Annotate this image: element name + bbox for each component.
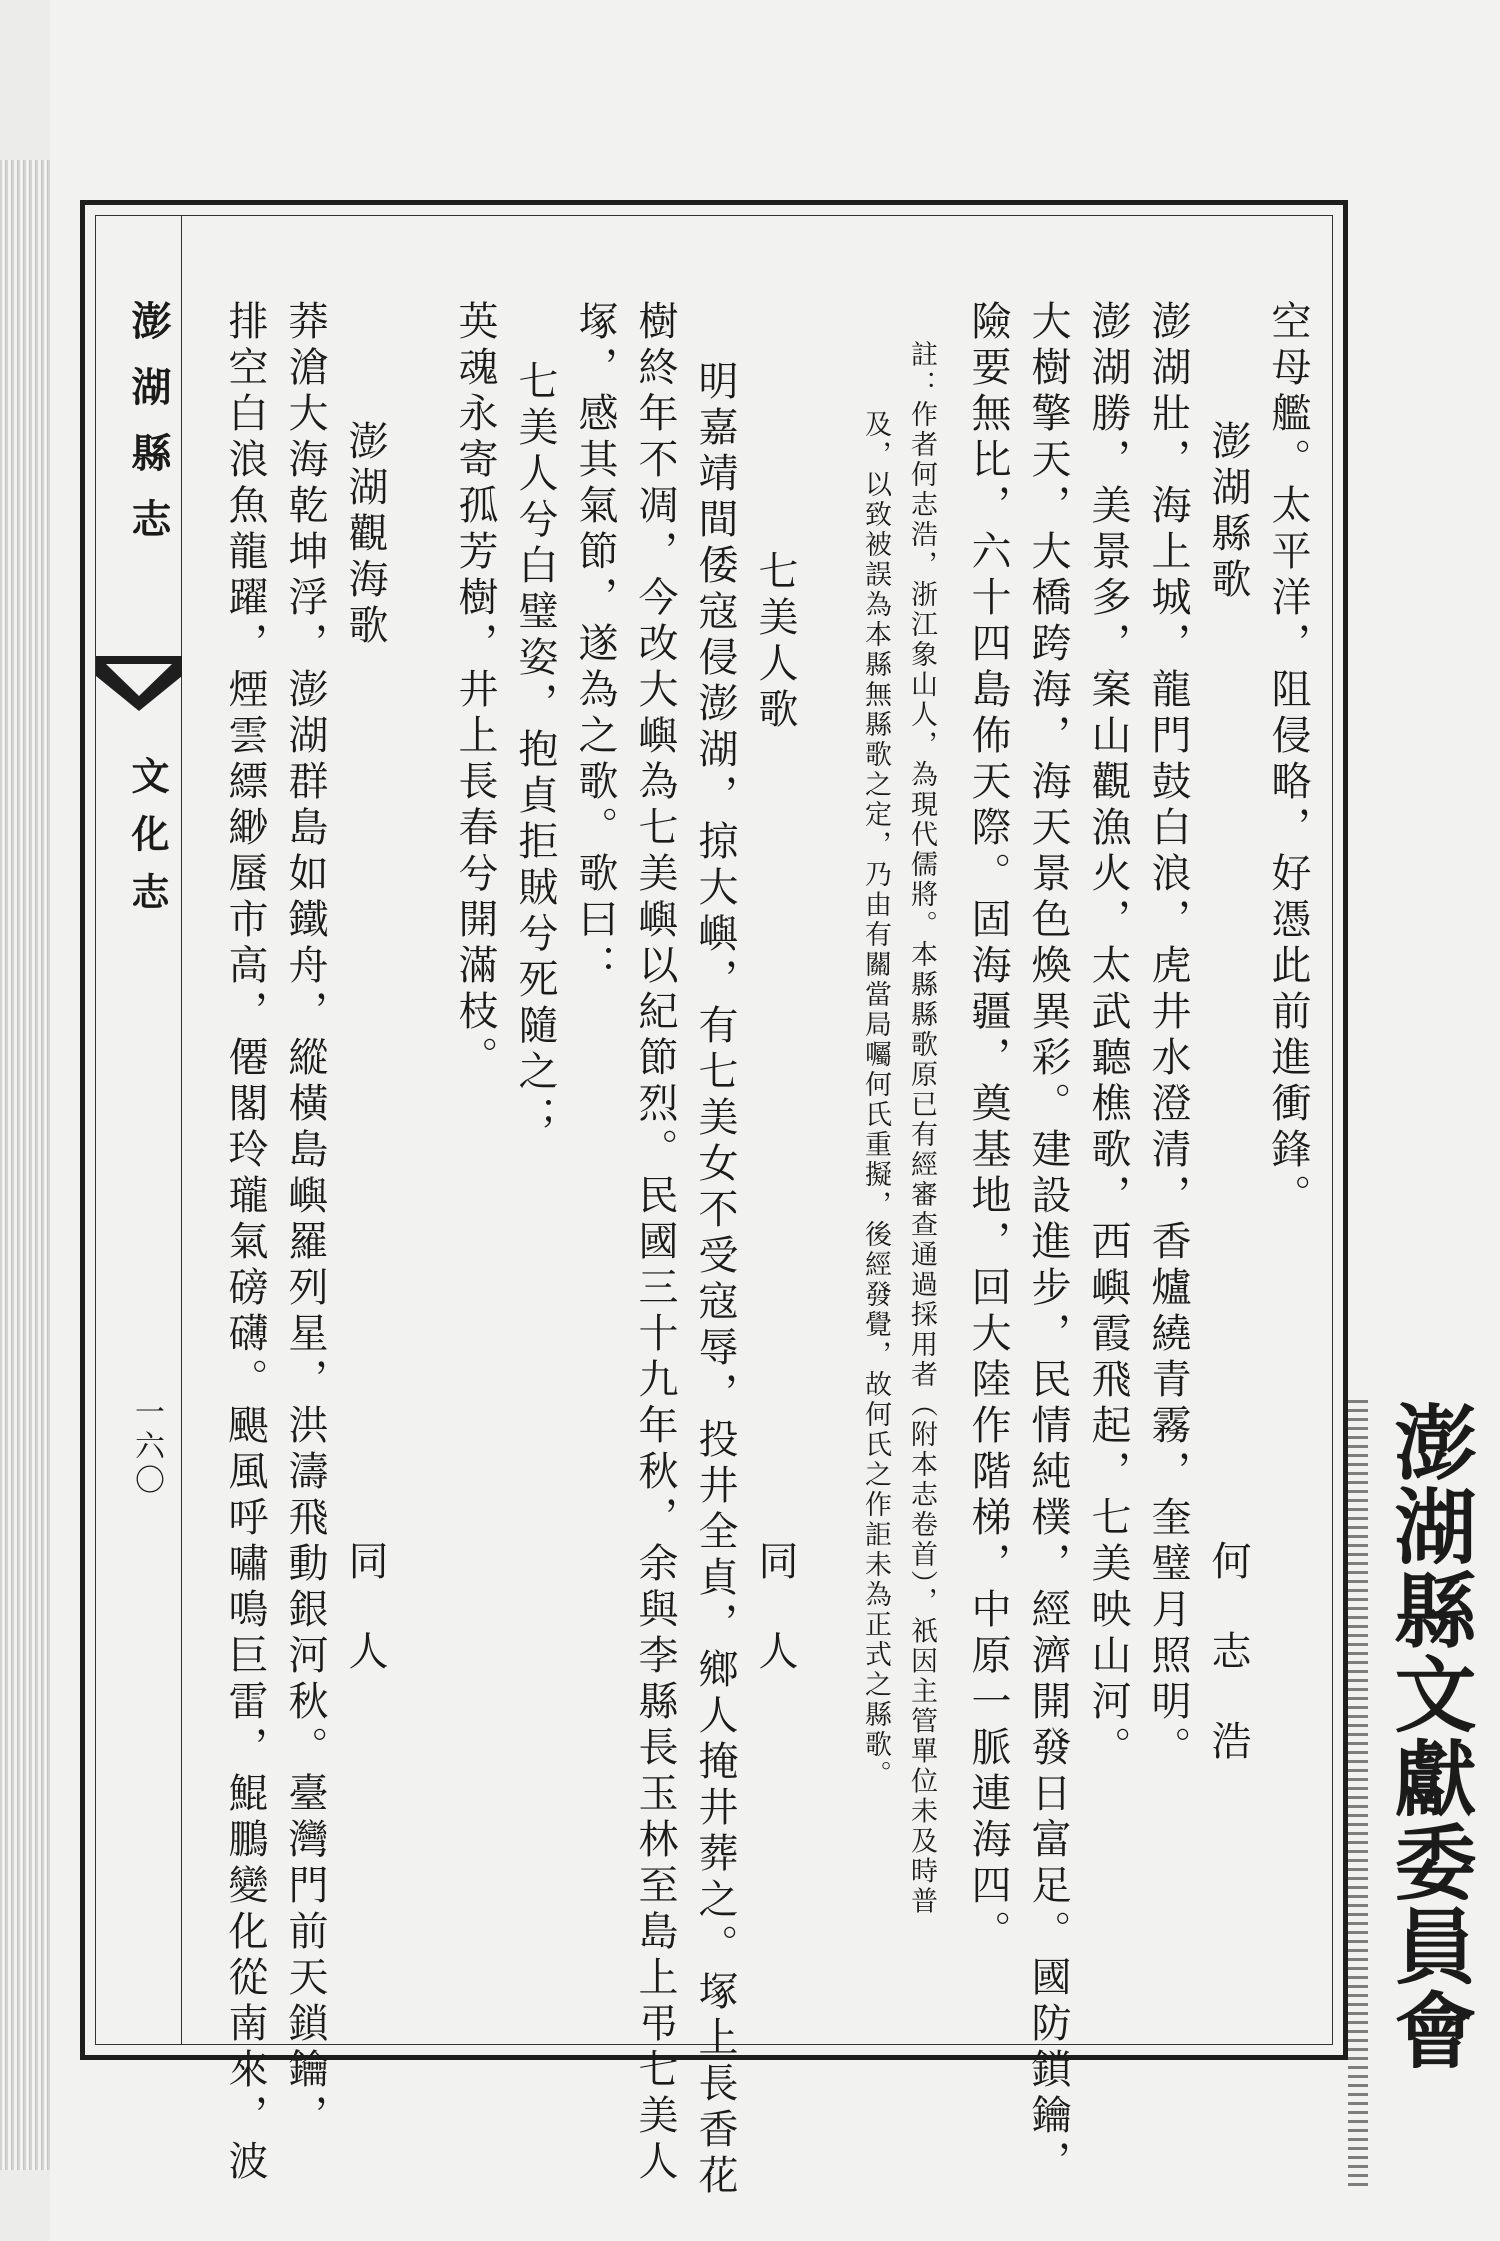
chapter-title: 文化志 bbox=[125, 756, 170, 930]
song1-note: 註：作者何志浩，浙江象山人，為現代儒將。本縣縣歌原已有經審查通過採用者（附本志卷首），祇因主管單位未及時普 bbox=[906, 340, 937, 1917]
body-line-continuation: 空母艦。太平洋，阻侵略，好憑此前進衝鋒。 bbox=[1265, 300, 1311, 1220]
song3-line: 排空白浪魚龍躍，煙雲縹緲蜃市高，僊閣玲瓏氣磅礴。颶風呼嘯鳴巨雷，鯤鵬變化從南來，波 bbox=[222, 300, 268, 2186]
song2-line: 七美人兮白璧姿，抱貞拒賊兮死隨之； bbox=[512, 360, 558, 1142]
song3-title: 澎湖觀海歌 bbox=[342, 420, 388, 650]
page-number: 一六〇 bbox=[129, 1396, 164, 1498]
song3-line: 莽滄大海乾坤浮，澎湖群島如鐵舟，縱橫島嶼羅列星，洪濤飛動銀河秋。臺灣門前天鎖鑰， bbox=[282, 300, 328, 2140]
song1-note: 及，以致被誤為本縣無縣歌之定，乃由有關當局囑何氏重擬，後經發覺，故何氏之作詎未為正式之縣歌。 bbox=[860, 410, 891, 1790]
song1-line: 澎湖勝，美景多，案山觀漁火，太武聽樵歌，西嶼霞飛起，七美映山河。 bbox=[1085, 300, 1131, 1772]
song2-title: 七美人歌 bbox=[752, 550, 798, 734]
song1-line: 大樹擎天，大橋跨海，海天景色煥異彩。建設進步，民情純樸，經濟開發日富足。國防鎖鑰， bbox=[1025, 300, 1071, 2186]
song2-line: 塚，感其氣節，遂為之歌。歌曰： bbox=[572, 300, 618, 990]
song1-line: 澎湖壯，海上城，龍門鼓白浪，虎井水澄清，香爐繞青霧，奎璧月照明。 bbox=[1145, 300, 1191, 1772]
publisher-name: 澎湖縣文獻委員會 bbox=[1381, 1400, 1476, 2072]
song1-line: 險要無比，六十四島佈天際。固海疆，奠基地，回大陸作階梯，中原一脈連海四。 bbox=[965, 300, 1011, 1956]
song2-line: 明嘉靖間倭寇侵澎湖，掠大嶼，有七美女不受寇辱，投井全貞，鄉人掩井葬之。塚上長香花 bbox=[692, 360, 738, 2200]
song1-author: 何志浩 bbox=[1205, 1540, 1251, 1810]
song2-author: 同人 bbox=[752, 1540, 798, 1720]
song2-line: 樹終年不凋，今改大嶼為七美嶼以紀節烈。民國三十九年秋，余與李縣長玉林至島上弔七美人 bbox=[632, 300, 678, 2186]
song1-title: 澎湖縣歌 bbox=[1205, 420, 1251, 604]
song3-author: 同人 bbox=[342, 1540, 388, 1720]
book-title: 澎湖縣志 bbox=[125, 300, 172, 564]
publisher-block bbox=[1350, 1400, 1476, 2190]
song2-line: 英魂永寄孤芳樹，井上長春兮開滿枝。 bbox=[452, 300, 498, 1082]
fish-tail-ornament-icon bbox=[96, 656, 182, 726]
margin-column bbox=[96, 216, 182, 2044]
